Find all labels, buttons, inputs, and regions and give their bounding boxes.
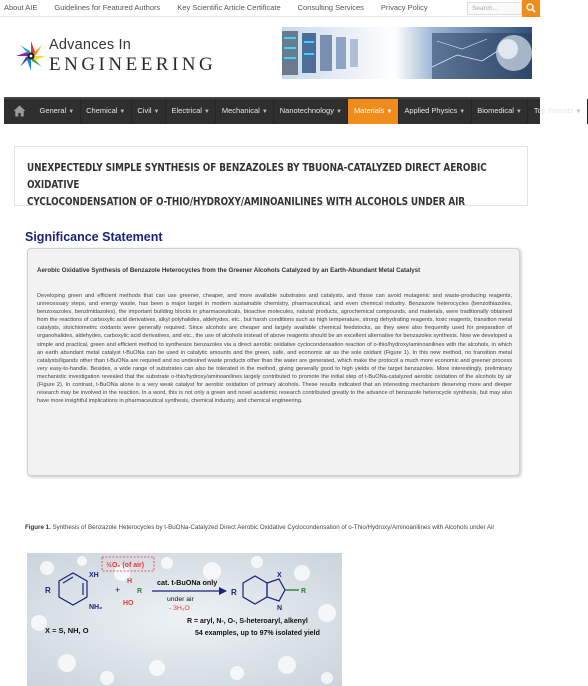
nav-label: Materials: [353, 106, 385, 115]
caret-down-icon: ▼: [459, 109, 466, 115]
logo-icon[interactable]: [14, 39, 48, 73]
home-icon: [13, 105, 26, 117]
alcohol-h-label: H: [127, 578, 133, 585]
nav-home-button[interactable]: [4, 99, 34, 124]
site-header: [0, 17, 542, 97]
top-link-about[interactable]: About AIE: [4, 3, 38, 12]
figure-caption: [25, 523, 520, 532]
nav-item-materials[interactable]: [348, 99, 398, 124]
top-utility-bar: [0, 0, 542, 17]
main-navigation: [4, 97, 582, 124]
caret-down-icon: ▼: [575, 109, 582, 115]
nav-label: General: [39, 106, 67, 115]
nav-item-biomedical[interactable]: [472, 99, 529, 124]
caret-down-icon: ▼: [515, 109, 522, 115]
significance-box: [27, 248, 520, 476]
nav-item-top-patents[interactable]: [528, 99, 588, 124]
plus-sign: +: [115, 585, 121, 595]
nav-item-chemical[interactable]: [81, 99, 132, 124]
caret-down-icon: ▼: [68, 109, 75, 115]
reactant-r-label: R: [45, 586, 51, 595]
x-definition: X = S, NH, O: [45, 626, 89, 635]
article-title-line2: CYCLOCONDENSATION OF O-THIO/HYDROXY/AMINOANILINES WITH ALCOHOLS UNDER AIR: [27, 195, 466, 208]
nav-item-electrical[interactable]: [166, 99, 216, 124]
nav-label: Chemical: [86, 106, 118, 115]
top-links: [4, 3, 445, 12]
caret-down-icon: ▼: [119, 109, 126, 115]
significance-subheading: Aerobic Oxidative Synthesis of Benzazole Heterocycles from the Greener Alcohols Catalyzed by an Earth-Abundant Metal Catalyst: [37, 267, 421, 274]
caret-down-icon: ▼: [261, 109, 268, 115]
r-definition: R = aryl, N-, O-, S-heteroaryl, alkenyl: [187, 618, 308, 625]
top-link-privacy[interactable]: Privacy Policy: [380, 3, 428, 12]
article-title-line1: UNEXPECTEDLY SIMPLE SYNTHESIS OF BENZAZOLES BY TBUONA-CATALYZED DIRECT AEROBIC OXIDATIVE: [27, 161, 487, 191]
nav-item-applied-physics[interactable]: [399, 99, 472, 124]
nav-label: Biomedical: [477, 106, 514, 115]
figure-caption-text: Synthesis of Benzazole Heterocycles by t-BuONa-Catalyzed Direct Aerobic Oxidative Cyclocondensation of o-Thio/Hydroxy/Aminoanilines with Alcohols under Air: [50, 524, 495, 531]
condition-label: under air: [167, 596, 194, 603]
product-n-label: N: [277, 605, 283, 612]
nav-label: Civil: [137, 106, 152, 115]
oxygen-label: ½O₂ (of air): [106, 562, 145, 569]
figure-caption-label: Figure 1.: [25, 524, 51, 531]
reactant-nh2-label: NH₂: [89, 604, 103, 611]
search-button[interactable]: [522, 0, 540, 17]
alcohol-ho-label: HO: [123, 600, 134, 607]
caret-down-icon: ▼: [335, 109, 342, 115]
nav-label: Mechanical: [221, 106, 260, 115]
logo-text-line2[interactable]: ENGINEERING: [49, 54, 217, 75]
article-title: [27, 159, 519, 210]
top-link-consulting[interactable]: Consulting Services: [297, 3, 364, 12]
search-icon: [526, 3, 536, 13]
product-x-label: X: [277, 572, 282, 579]
caret-down-icon: ▼: [153, 109, 160, 115]
nav-label: Top Patents: [533, 106, 574, 115]
significance-body: Developing green and efficient methods that can use greener, cheaper, and more available substrates and catalysts, and those can avoid mutagenic and waste-producing reagents, unnecessary steps, and energy waste, has been a major target in modern sustainable chemistry, pharmaceutical, and even chemical industry. Benzazole heterocycles (benzothiazoles, benzoxazoles, benzimidazoles), the important building blocks in pharmaceuticals, bioactive molecules, natural products, agrochemical compounds, and materials, were traditionally obtained from the reactions of carboxylic acid derivatives, alkyl polyhalides, aldehydes, etc., but harsh conditions such as high temperature, strong dehydrating reagents, toxic reagents, transition metal catalysts, stoichiometric oxidants were generally required. Since alcohols are cheaper and largely available chemical feedstocks, as they were also frequently used for preparation of organohalides, aldehydes, carboxylic acid derivatives, and etc., the use of alcohols instead of above reagents should be an excellent alternative for benzazoles synthesis. Now we developed a simple and practical, green and efficient method to synthesize benzazoles via a direct aerobic oxidative cyclocondensation reaction of o-thio/hydroxy/aminoanilines with the alcohols, in which an earth abundant metal catalyst t-BuONa can be used in catalytic amounts and the green, safe, and economic air as the sole oxidant (Figure 1). In this new method, no transition metal catalysts/ligands other than t-BuONa are required and no undesired waste products other than the water are generated, which make the protocol a much more economic and greener process very easy-to-handle. Besides, a wide range of substrates can also be tolerated in the method, giving generally good to high yields of the target benzazoles. More interestingly, preliminary mechanistic investigation revealed that the substrate o-thio/hydroxy/aminoanilines largely contributed to promote the initial step of t-BuONa-catalyzed aerobic oxidation of the alcohols by air (Figure 2). In contrast, t-BuONa alone is a very weak catalyst for aerobic oxidation of primary alcohols. These results indicated that an interesting mechanism deserving more and deeper research may be involved in the reaction. In a word, this is not only a green and novel academic research contributed greatly to the advance of benzazole heterocycle synthesis, but may also have more insightful implications in pharmaceutical synthesis, chemical industry, and chemical engineering.: [37, 293, 512, 405]
caret-down-icon: ▼: [386, 109, 393, 115]
reagent-label: cat. t-BuONa only: [157, 578, 218, 587]
alcohol-r-label: R: [137, 588, 143, 595]
caret-down-icon: ▼: [203, 109, 210, 115]
logo-text-line1[interactable]: Advances In: [49, 37, 131, 53]
nav-label: Nanotechnology: [279, 106, 334, 115]
byproduct-label: - 3H₂O: [169, 605, 190, 612]
search-input[interactable]: Search...: [467, 2, 522, 15]
article-title-box: [14, 146, 528, 206]
figure-reaction-scheme: [27, 553, 342, 686]
nav-item-civil[interactable]: [132, 99, 166, 124]
significance-heading: Significance Statement: [25, 230, 163, 244]
product-r-label: R: [231, 588, 237, 597]
nav-label: Applied Physics: [404, 106, 458, 115]
nav-label: Electrical: [171, 106, 202, 115]
product-r-substituent: R: [301, 588, 307, 595]
nav-item-nanotechnology[interactable]: [274, 99, 348, 124]
top-link-certificate[interactable]: Key Scientific Article Certificate: [177, 3, 281, 12]
nav-item-mechanical[interactable]: [216, 99, 274, 124]
top-link-guidelines[interactable]: Guidelines for Featured Authors: [54, 3, 161, 12]
nav-item-general[interactable]: [34, 99, 81, 124]
reactant-xh-label: XH: [89, 572, 99, 579]
yield-label: 54 examples, up to 97% isolated yield: [195, 630, 320, 637]
header-banner-image: [282, 27, 532, 79]
